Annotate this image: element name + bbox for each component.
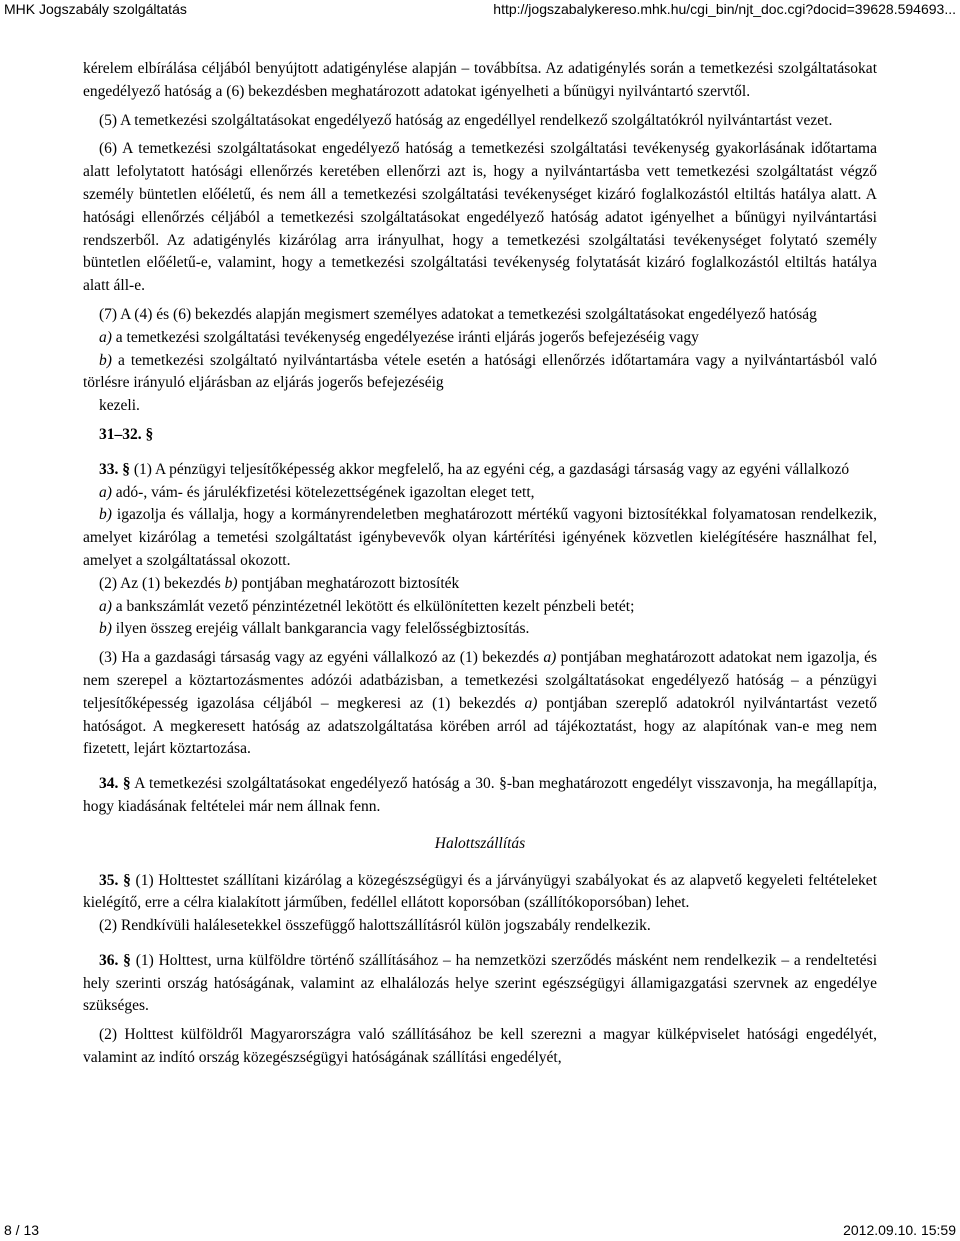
point-text: a temetkezési szolgáltatási tevékenység engedélyezése iránti eljárás jogerős befejezéséig vagy [111,328,699,346]
section-text: (1) A pénzügyi teljesítőképesség akkor megfelelő, ha az egyéni cég, a gazdasági társaság vagy az egyéni vállalkozó [130,460,850,478]
document-body [83,58,877,1070]
section-text: (2) Az (1) bekezdés [99,574,225,592]
point-marker: a) [99,328,112,346]
point-text: adó-, vám- és járulékfizetési kötelezettségének igazoltan eleget tett, [111,483,535,501]
paragraph-5: (5) A temetkezési szolgáltatásokat engedélyező hatóság az engedéllyel rendelkező szolgáltatókról nyilvántartást vezet. [99,111,833,129]
point-text: a bankszámlát vezető pénzintézetnél lekötött és elkülönítetten kezelt pénzbeli betét; [111,597,635,615]
point-marker: b) [224,574,238,592]
point-text: a temetkezési szolgáltató nyilvántartásba vétele esetén a hatósági ellenőrzés időtartamára vagy a nyilvántartásból való törlésre irányuló eljárásban az eljárás jogerős befejezéséig [83,351,877,392]
section-number: 31–32. § [99,425,154,443]
point-text: ilyen összeg erejéig vállalt bankgarancia vagy felelősségbiztosítás. [111,620,530,638]
section-33-point-a [83,482,877,505]
section-33-para-3 [83,647,877,761]
subtitle-heading: Halottszállítás [434,834,526,852]
paragraph-7-point-b [83,350,877,396]
section-text: pontjában szereplő adatokról nyilvántartást vezető hatóságot. A megkeresett hatóság az adatszolgáltatása körében arról ad tájékoztatást, hogy az alapítónak van-e meg nem fizetett, lejárt köztartozása. [83,694,877,758]
point-marker: a) [99,597,112,615]
header-site-name: MHK Jogszabály szolgáltatás [4,1,187,17]
point-text: igazolja és vállalja, hogy a kormányrendeletben meghatározott mértékű vagyoni biztosítékkal folyamatosan rendelkezik, amelyet kizárólag a temetési szolgáltatást igénybevevők olyan kártérítési igényének közvetlen kielégítésére használhat fel, amelyet a szolgáltatással okozott. [83,506,877,569]
section-text: (1) Holttestet szállítani kizárólag a közegészségügyi és a járványügyi szabályokat és az alapvető kegyeleti feltételeket kielégítő, erre a célra kialakított járműben, fedéllel ellátott koporsóban (szállítókoporsóban) lehet. [83,871,877,912]
paragraph-6: (6) A temetkezési szolgáltatásokat engedélyező hatóság a temetkezési szolgáltatási tevékenység gyakorlásának időtartama alatt lefolytatott hatósági ellenőrzés keretében ellenőrzi azt is, hogy a nyilvántartásba vett temetkezési szolgáltatást végző személy büntetlen előéletű, és nem áll a temetkezési szolgáltatási tevékenységet kizáró foglalkozástól eltiltás hatálya alatt. A hatósági ellenőrzés céljából a temetkezési szolgáltatásokat engedélyező hatóság adatot igényelhet a bűnügyi nyilvántartási rendszerből. Az adatigénylés kizárólag arra irányulhat, hogy a temetkezési szolgáltatási tevékenységet folytató személy büntetlen előéletű-e, valamint, hogy a temetkezési szolgáltatási tevékenység folytatását kizáró foglalkozástól eltiltás hatálya alatt áll-e. [83,140,877,295]
print-datetime: 2012.09.10. 15:59 [843,1222,956,1238]
point-marker: a) [524,694,538,712]
section-number: 35. § [99,871,131,889]
point-marker: b) [99,620,112,638]
section-number: 34. § [99,775,131,793]
section-text: pontjában meghatározott biztosíték [237,574,460,592]
section-number: 33. § [99,460,130,478]
section-text: pontjában meghatározott adatokat nem igazolja, és nem szerepel a köztartozásmentes adózói adatbázisban, a temetkezési szolgáltatásokat engedélyező hatóság – a pénzügyi teljesítőképesség igazolása céljából – megkeresi az (1) bekezdés [83,649,877,712]
section-35-para-2: (2) Rendkívüli halálesetekkel összefüggő halottszállításról külön jogszabály rendelkezik. [99,917,651,935]
point-marker: b) [99,506,112,524]
section-34 [83,773,877,819]
section-36-para-2: (2) Holttest külföldről Magyarországra való szállításához be kell szerezni a magyar külképviselet hatósági engedélyét, valamint az indító ország közegészségügyi hatóságának szállítási engedélyét, [83,1026,877,1067]
section-33-para-2-point-b [83,618,877,641]
page-number: 8 / 13 [4,1222,40,1238]
section-text: A temetkezési szolgáltatásokat engedélyező hatóság a 30. §-ban meghatározott engedélyt visszavonja, ha megállapítja, hogy kiadásának feltételei már nem állnak fenn. [83,775,877,815]
section-31-32 [83,424,877,447]
section-33-para-1 [83,459,877,482]
point-marker: b) [99,351,112,369]
point-marker: a) [543,649,557,667]
section-text: (3) Ha a gazdasági társaság vagy az egyéni vállalkozó az (1) bekezdés [99,649,544,667]
section-number: 36. § [99,951,131,969]
paragraph-7-closing: kezeli. [99,397,140,415]
section-33-point-b [83,504,877,572]
section-33-para-2 [83,573,877,596]
paragraph-7-point-a [83,327,877,350]
point-marker: a) [99,483,112,501]
paragraph-continuation: kérelem elbírálása céljából benyújtott adatigénylése alapján – továbbítsa. Az adatigénylés során a temetkezési szolgáltatásokat engedélyező hatóság a (6) bekezdésben meghatározott adatokat igényelheti a bűnügyi nyilvántartó szervtől. [83,60,877,100]
header-url[interactable]: http://jogszabalykereso.mhk.hu/cgi_bin/njt_doc.cgi?docid=39628.594693... [493,1,956,17]
paragraph-7: (7) A (4) és (6) bekezdés alapján megismert személyes adatokat a temetkezési szolgáltatásokat engedélyező hatóság [99,305,817,323]
section-36-para-1 [83,950,877,1018]
section-35-para-1 [83,870,877,916]
section-33-para-2-point-a [83,596,877,619]
section-text: (1) Holttest, urna külföldre történő szállításához – ha nemzetközi szerződés másként nem rendelkezik – a rendeltetési hely szerinti ország hatóságának, valamint az elhalálozás helye szerint egészségügyi államigazgatási szervnek az engedélye szükséges. [83,951,878,1015]
